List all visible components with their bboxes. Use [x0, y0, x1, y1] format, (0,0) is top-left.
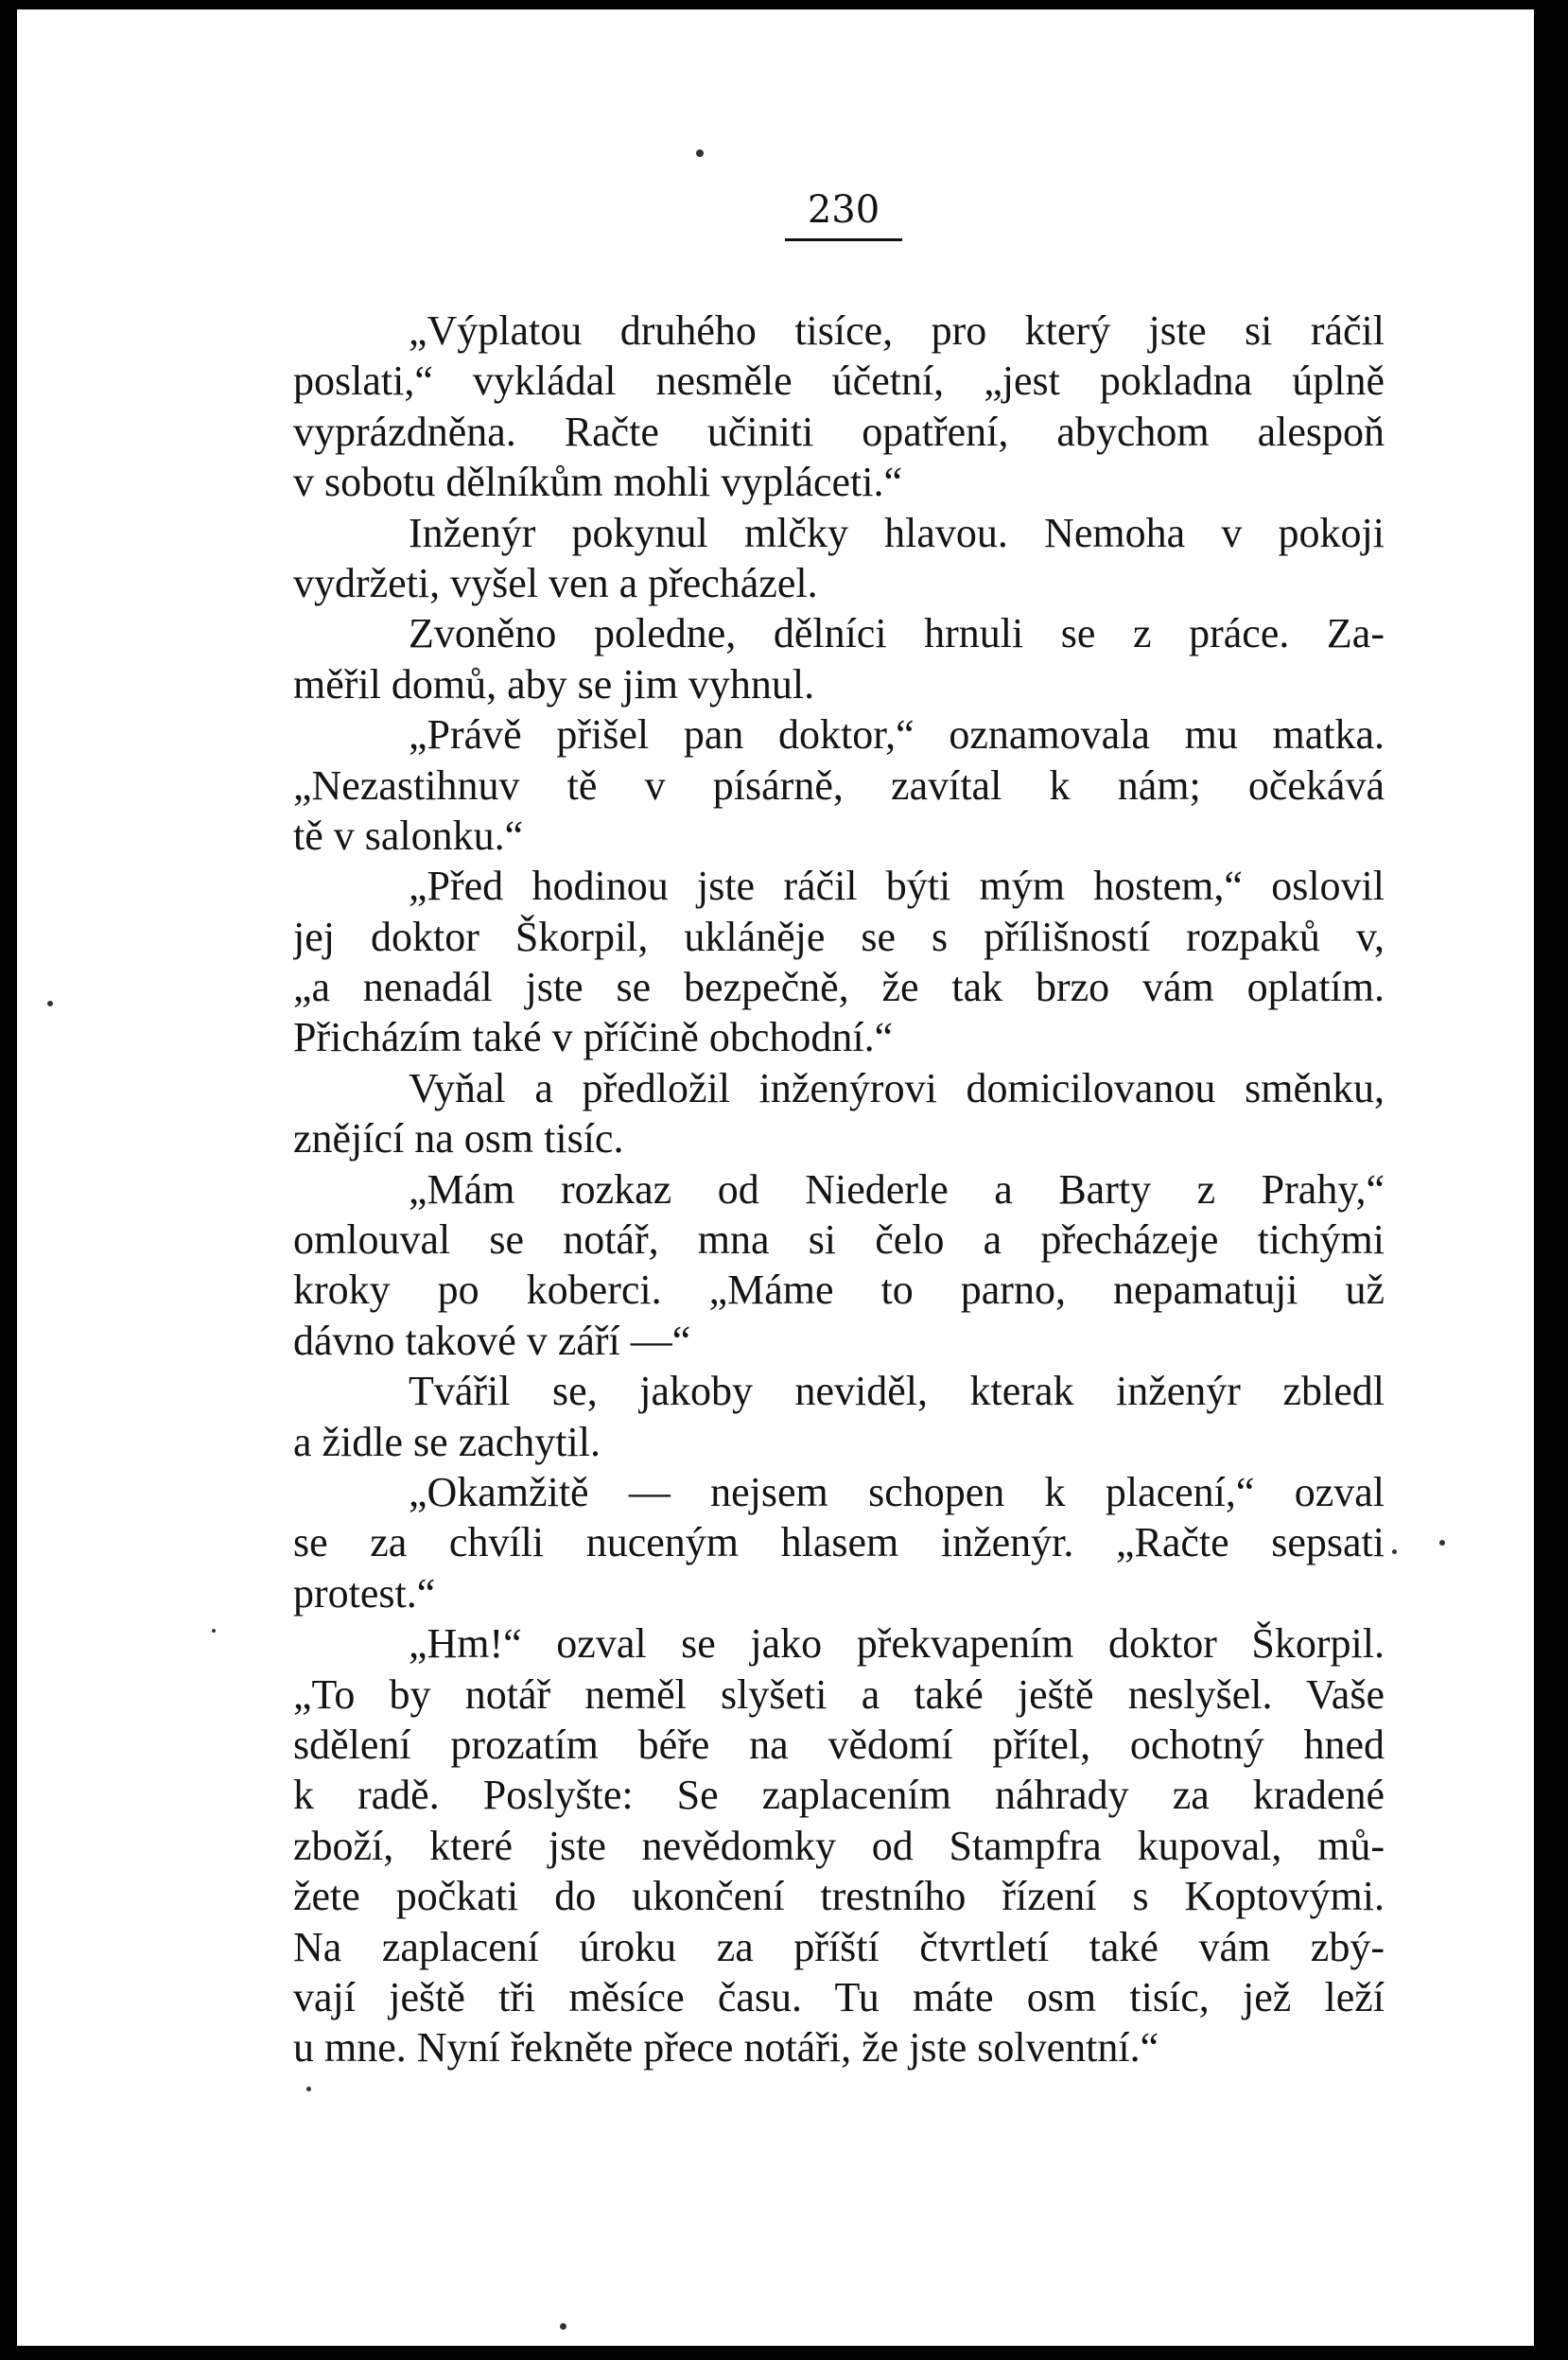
text-line: sdělení prozatím béře na vědomí přítel, ochotný hned: [293, 1721, 1385, 1768]
text-line: vydržeti, vyšel ven a přecházel.: [293, 559, 818, 606]
text-line: měřil domů, aby se jim vyhnul.: [293, 660, 815, 708]
text-line: dávno takové v září —“: [293, 1317, 691, 1364]
text-line: a židle se zachytil.: [293, 1418, 601, 1465]
text-line: „To by notář neměl slyšeti a také ještě neslyšel. Vaše: [293, 1670, 1385, 1718]
scan-speck: [47, 1001, 53, 1006]
text-line: Na zaplacení úroku za příští čtvrtletí také vám zbý-: [293, 1923, 1385, 1970]
text-line: vají ještě tři měsíce času. Tu máte osm tisíc, jež leží: [293, 1973, 1385, 2020]
text-line: poslati,“ vykládal nesměle účetní, „jest pokladna úplně: [293, 358, 1385, 405]
text-line: tě v salonku.“: [293, 812, 524, 859]
text-line: „Okamžitě — nejsem schopen k placení,“ ozval: [409, 1468, 1385, 1515]
text-line: se za chvíli nuceným hlasem inženýr. „Račte sepsati: [293, 1519, 1385, 1566]
text-line: zboží, které jste nevědomky od Stampfra kupoval, mů-: [293, 1822, 1385, 1869]
text-line: Vyňal a předložil inženýrovi domicilovanou směnku,: [409, 1064, 1385, 1111]
text-line: „Právě přišel pan doktor,“ oznamovala mu matka.: [409, 711, 1385, 759]
scan-speck: [1392, 1549, 1397, 1554]
text-line: „a nenadál jste se bezpečně, že tak brzo vám oplatím.: [293, 964, 1385, 1011]
scan-speck: [212, 1629, 216, 1633]
text-line: „Před hodinou jste ráčil býti mým hostem,“ oslovil: [409, 863, 1385, 910]
body-text: [293, 306, 1385, 2073]
text-line: Přicházím také v příčině obchodní.“: [293, 1014, 894, 1061]
text-line: protest.“: [293, 1569, 436, 1617]
text-line: Tvářil se, jakoby neviděl, kterak inženýr zbledl: [409, 1368, 1385, 1415]
scan-speck: [306, 2087, 311, 2091]
scan-speck: [696, 149, 704, 157]
text-line: „Mám rozkaz od Niederle a Barty z Prahy,“: [409, 1165, 1385, 1213]
book-page: [17, 9, 1534, 2346]
text-line: Zvoněno poledne, dělníci hrnuli se z práce. Za-: [409, 610, 1385, 657]
text-line: u mne. Nyní řekněte přece notáři, že jste solventní.“: [293, 2024, 1159, 2072]
text-line: omlouval se notář, mna si čelo a přecházeje tichými: [293, 1216, 1385, 1264]
scan-speck: [560, 2323, 566, 2330]
text-line: v sobotu dělníkům mohli vypláceti.“: [293, 459, 903, 506]
text-line: „Hm!“ ozval se jako překvapením doktor Škorpil.: [409, 1620, 1385, 1668]
text-line: „Nezastihnuv tě v písárně, zavítal k nám; očekává: [293, 761, 1385, 809]
text-line: kroky po koberci. „Máme to parno, nepamatuji už: [293, 1267, 1385, 1314]
page-number: 230: [807, 188, 880, 232]
text-line: vyprázdněna. Račte učiniti opatření, abychom alespoň: [293, 408, 1385, 455]
text-line: žete počkati do ukončení trestního řízení s Koptovými.: [293, 1873, 1385, 1920]
scan-speck: [1439, 1540, 1445, 1546]
text-line: znějící na osm tisíc.: [293, 1115, 624, 1163]
text-line: „Výplatou druhého tisíce, pro který jste si ráčil: [409, 307, 1385, 354]
text-line: Inženýr pokynul mlčky hlavou. Nemoha v pokoji: [409, 509, 1385, 556]
scan-edge-right: [1534, 0, 1568, 2360]
page-number-rule: [785, 238, 902, 241]
text-line: jej doktor Škorpil, ukláněje se s přílišností rozpaků v,: [293, 913, 1385, 960]
text-line: k radě. Poslyšte: Se zaplacením náhrady za kradené: [293, 1772, 1385, 1819]
